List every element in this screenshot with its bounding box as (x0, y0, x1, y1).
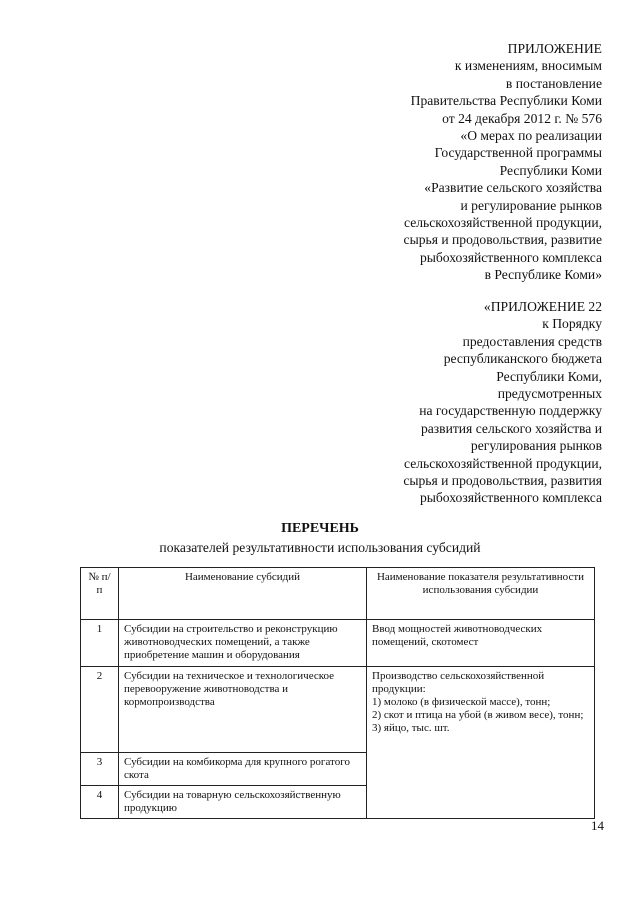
appendix-22-line: регулирования рынков (470, 438, 602, 454)
indicator-line: Производство сельскохозяйственной продукции: (372, 669, 545, 695)
appendix-22-line: республиканского бюджета (443, 351, 602, 367)
appendix-22-line: сырья и продовольствия, развития (403, 473, 602, 489)
header-line: сырья и продовольствия, развитие (403, 232, 602, 248)
appendix-22-line: сельскохозяйственной продукции, (404, 455, 602, 471)
indicators-table (80, 567, 595, 819)
appendix-22-line: предусмотренных (497, 386, 602, 402)
table-row (81, 666, 595, 752)
appendix-22-header (302, 298, 602, 507)
row-num: 2 (81, 666, 119, 752)
header-indicator: Наименование показателя результативности использования субсидии (367, 568, 595, 620)
indicator-line: 3) яйцо, тыс. шт. (372, 722, 450, 735)
header-line: от 24 декабря 2012 г. № 576 (442, 110, 602, 126)
header-line: в постановление (505, 75, 602, 91)
header-line: Правительства Республики Коми (410, 93, 602, 109)
document-title: ПЕРЕЧЕНЬ (281, 521, 359, 536)
header-line: «О мерах по реализации (460, 128, 602, 144)
row-num: 1 (81, 620, 119, 667)
appendix-22-line: развития сельского хозяйства и (420, 420, 602, 436)
header-line: и регулирование рынков (460, 197, 602, 213)
appendix-22-line: предоставления средств (462, 333, 602, 349)
header-line: сельскохозяйственной продукции, (404, 215, 602, 231)
header-line: «Развитие сельского хозяйства (424, 180, 602, 196)
row-subsidy: Субсидии на комбикорма для крупного рогатого скота (119, 752, 367, 785)
header-line: в Республике Коми» (484, 267, 602, 283)
row-indicator-merged (367, 666, 595, 819)
row-subsidy: Субсидии на товарную сельскохозяйственную продукцию (119, 786, 367, 819)
document-subtitle: показателей результативности использования субсидий (159, 540, 481, 555)
header-line: Государственной программы (434, 145, 602, 161)
appendix-header (302, 40, 602, 284)
appendix-22-line: рыбохозяйственного комплекса (419, 490, 602, 506)
header-subsidy: Наименование субсидий (119, 568, 367, 620)
header-line: рыбохозяйственного комплекса (419, 249, 602, 265)
header-num: № п/п (81, 568, 119, 620)
indicator-line: 2) скот и птица на убой (в живом весе), тонн; (372, 709, 584, 722)
appendix-22-line: «ПРИЛОЖЕНИЕ 22 (483, 299, 602, 314)
row-subsidy: Субсидии на техническое и технологическое перевооружение животноводства и кормопроизводства (119, 666, 367, 752)
appendix-22-line: к Порядку (542, 316, 602, 332)
header-line: ПРИЛОЖЕНИЕ (507, 41, 602, 56)
row-subsidy: Субсидии на строительство и реконструкцию животноводческих помещений, а также приобретение машин и оборудования (119, 620, 367, 667)
row-num: 3 (81, 752, 119, 785)
table-row (81, 620, 595, 667)
row-indicator: Ввод мощностей животноводческих помещений, скотомест (367, 620, 595, 667)
row-num: 4 (81, 786, 119, 819)
indicator-line: 1) молоко (в физической массе), тонн; (372, 696, 551, 709)
page-number: 14 (591, 818, 604, 833)
header-line: Республики Коми (499, 162, 602, 178)
appendix-22-line: на государственную поддержку (419, 403, 602, 419)
header-line: к изменениям, вносимым (454, 58, 602, 74)
table-header-row (81, 568, 595, 620)
appendix-22-line: Республики Коми, (496, 368, 602, 384)
